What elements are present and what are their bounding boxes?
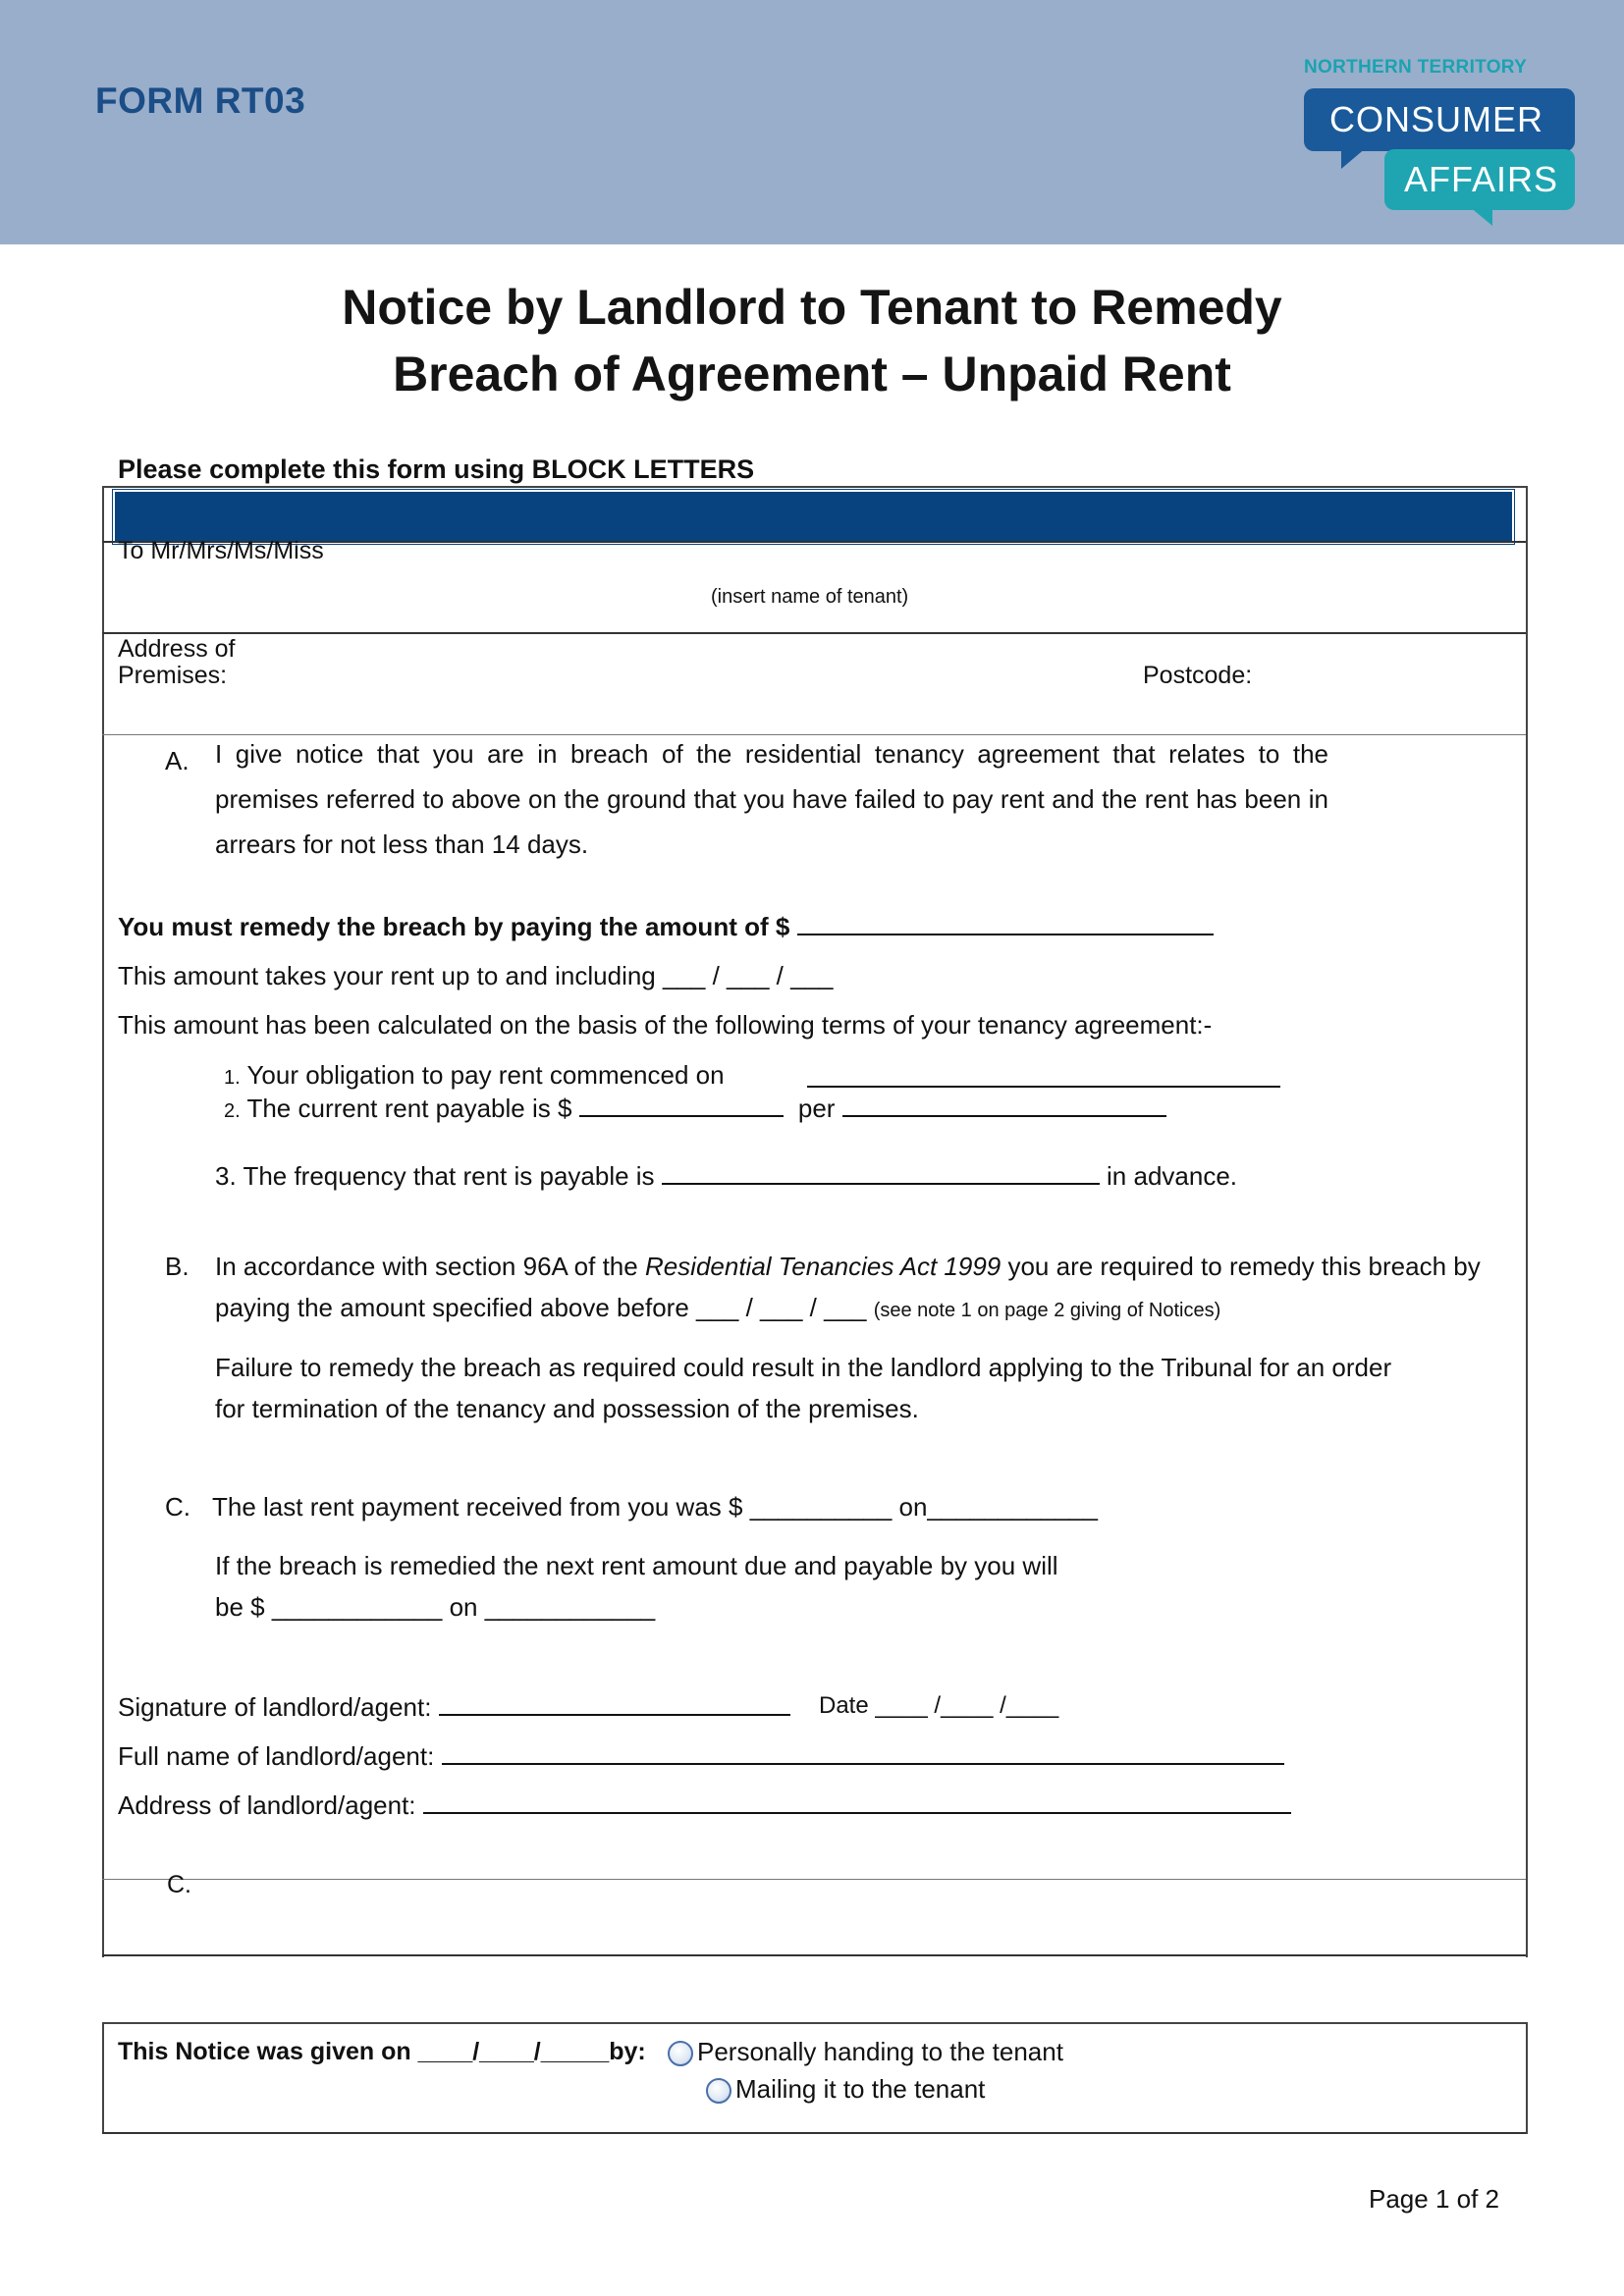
title-line-2: Breach of Agreement – Unpaid Rent xyxy=(393,347,1231,401)
form-code: FORM RT03 xyxy=(95,80,306,121)
next-rent-line-2[interactable]: be $ ____________ on ____________ xyxy=(215,1592,656,1622)
section-b-line-1 xyxy=(215,1250,1481,1283)
radio-personally-icon[interactable] xyxy=(668,2041,693,2066)
term-2-period-blank[interactable] xyxy=(842,1092,1166,1117)
rent-up-to-row xyxy=(118,959,833,992)
failure-line-1: Failure to remedy the breach as required could result in the landlord applying to the Tribunal for an order xyxy=(215,1353,1392,1382)
postcode-label: Postcode: xyxy=(1143,662,1253,689)
premises-label-2: Premises: xyxy=(118,662,228,689)
section-c-letter: C. xyxy=(165,1492,190,1522)
remedy-amount-blank[interactable] xyxy=(797,910,1214,935)
extra-c-letter: C. xyxy=(167,1871,191,1898)
last-payment-text[interactable]: The last rent payment received from you was $ __________ on____________ xyxy=(212,1492,1098,1522)
term-2-row xyxy=(224,1092,1166,1128)
signature-row xyxy=(118,1690,790,1724)
option-personally-label: Personally handing to the tenant xyxy=(697,2037,1063,2066)
section-a-letter: A. xyxy=(165,746,189,775)
radio-mailing-icon[interactable] xyxy=(706,2078,731,2104)
term-2-label: The current rent payable is $ xyxy=(246,1094,572,1123)
term-2-amount-blank[interactable] xyxy=(579,1092,784,1117)
failure-line-2: for termination of the tenancy and possession of the premises. xyxy=(215,1394,919,1423)
premises-address-input[interactable] xyxy=(236,648,1123,693)
logo-consumer-text: CONSUMER xyxy=(1329,99,1544,139)
signature-date[interactable]: Date ____ /____ /____ xyxy=(819,1692,1059,1719)
tenant-hint: (insert name of tenant) xyxy=(711,586,909,608)
instruction-text: Please complete this form using BLOCK LETTERS xyxy=(118,454,755,484)
frame-bottom xyxy=(102,1954,1526,1956)
term-3-row xyxy=(215,1159,1237,1193)
postcode-input[interactable] xyxy=(1262,652,1501,693)
calc-basis-text: This amount has been calculated on the basis of the following terms of your tenancy agreement:- xyxy=(118,1010,1213,1040)
remedy-amount-row xyxy=(118,910,1214,943)
section-b-note: (see note 1 on page 2 giving of Notices) xyxy=(873,1300,1221,1321)
logo-affairs-text: AFFAIRS xyxy=(1404,159,1559,199)
term-3-suffix: in advance. xyxy=(1107,1161,1238,1191)
term-2-per: per xyxy=(797,1094,836,1123)
title-line-1: Notice by Landlord to Tenant to Remedy xyxy=(342,280,1282,335)
rent-up-to-label: This amount takes your rent up to and including xyxy=(118,961,656,990)
rent-up-to-date[interactable]: ___ / ___ / ___ xyxy=(663,961,834,990)
term-1-number: 1. xyxy=(224,1067,241,1089)
section-a-text: I give notice that you are in breach of the residential tenancy agreement that relates to the premises referred to above on the ground that you have failed to pay rent and the rent has been in arrears for not less than 14 days. xyxy=(215,739,1328,859)
logo-tail-consumer xyxy=(1341,147,1367,169)
act-name: Residential Tenancies Act 1999 xyxy=(644,1252,1001,1281)
term-3-label: 3. The frequency that rent is payable is xyxy=(215,1161,655,1191)
term-3-blank[interactable] xyxy=(662,1159,1100,1185)
next-rent-line-1: If the breach is remedied the next rent amount due and payable by you will xyxy=(215,1551,1058,1580)
signature-label: Signature of landlord/agent: xyxy=(118,1692,432,1722)
consumer-affairs-logo xyxy=(1302,55,1579,232)
section-b-line-2 xyxy=(215,1291,1220,1327)
notice-given-label: This Notice was given on ____/____/_____by: xyxy=(118,2038,646,2065)
term-1-row xyxy=(224,1058,725,1095)
logo-tail-affairs xyxy=(1469,206,1492,226)
full-name-blank[interactable] xyxy=(442,1739,1284,1765)
page-number: Page 1 of 2 xyxy=(1369,2184,1499,2214)
logo-top-text: NORTHERN TERRITORY xyxy=(1304,57,1528,78)
term-1-blank[interactable] xyxy=(807,1062,1280,1088)
full-name-label: Full name of landlord/agent: xyxy=(118,1741,435,1771)
tenant-label: To Mr/Mrs/Ms/Miss xyxy=(118,537,324,564)
option-mailing[interactable] xyxy=(706,2072,985,2106)
option-personally[interactable] xyxy=(668,2035,1063,2068)
section-b-letter: B. xyxy=(165,1252,189,1281)
section-b-line-1-post: you are required to remedy this breach by xyxy=(1001,1252,1481,1281)
option-mailing-label: Mailing it to the tenant xyxy=(735,2074,986,2104)
section-b-before-date[interactable]: paying the amount specified above before ___ / ___ / ___ xyxy=(215,1293,867,1322)
term-1-label: Your obligation to pay rent commenced on xyxy=(246,1060,725,1090)
address-row xyxy=(118,1789,1291,1822)
remedy-amount-label: You must remedy the breach by paying the amount of $ xyxy=(118,912,790,941)
logo-consumer-box xyxy=(1304,88,1575,151)
address-label: Address of landlord/agent: xyxy=(118,1790,416,1820)
divider xyxy=(102,1879,1526,1880)
premises-label-1: Address of xyxy=(118,635,236,663)
divider xyxy=(102,632,1526,634)
full-name-row xyxy=(118,1739,1284,1773)
section-b-line-1-pre: In accordance with section 96A of the xyxy=(215,1252,645,1281)
divider xyxy=(102,2132,1526,2134)
logo-affairs-box xyxy=(1384,149,1575,210)
signature-blank[interactable] xyxy=(439,1690,790,1716)
address-blank[interactable] xyxy=(423,1789,1291,1814)
form-header-bar xyxy=(113,490,1514,544)
tenant-name-input[interactable] xyxy=(363,538,1496,597)
form-frame xyxy=(102,486,1528,1957)
term-2-number: 2. xyxy=(224,1100,241,1122)
